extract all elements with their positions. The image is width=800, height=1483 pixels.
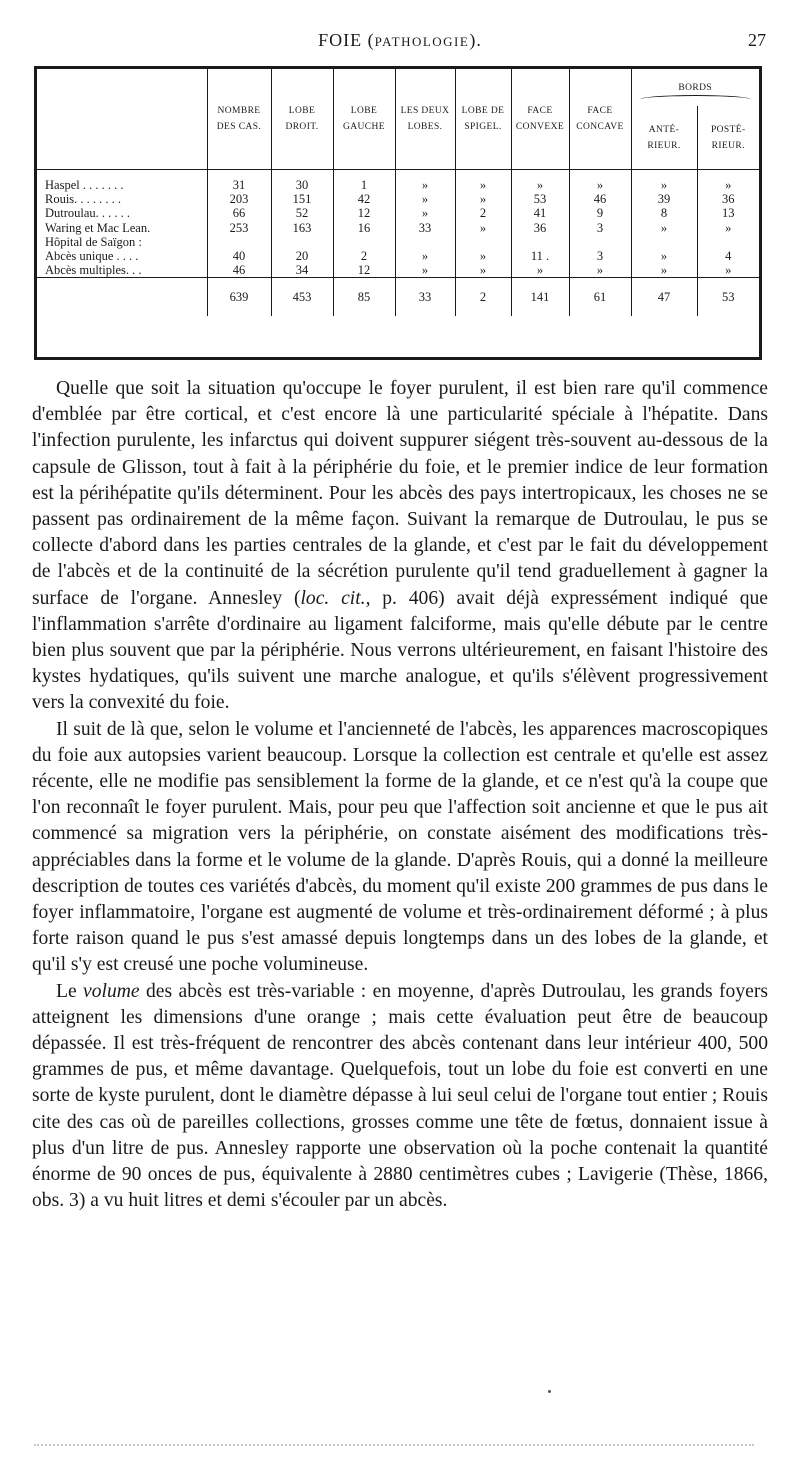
running-title: [32, 30, 768, 51]
table-cell: 41: [511, 206, 569, 220]
table-row: [37, 192, 759, 206]
spacer-cell: [569, 170, 631, 179]
row-name: Hôpital de Saïgon :: [45, 234, 142, 249]
spacer-cell: [271, 170, 333, 179]
table-cell: »: [455, 178, 511, 192]
spacer-cell: [37, 170, 207, 179]
header-lobe-gauche: LOBE GAUCHE: [333, 69, 395, 170]
spacer-cell: [207, 170, 271, 179]
table-cell: »: [697, 263, 759, 278]
total-cell: 61: [569, 278, 631, 317]
table-row: [37, 235, 759, 249]
title-main: FOIE (: [318, 30, 375, 50]
totals-row: [37, 278, 759, 317]
row-name: Rouis. . . . . . . .: [45, 192, 122, 207]
table-row: [37, 221, 759, 235]
table-cell: 46: [569, 192, 631, 206]
table-cell: »: [395, 192, 455, 206]
table-cell: »: [455, 192, 511, 206]
table-cell: 42: [333, 192, 395, 206]
body-text: [32, 376, 768, 1215]
paragraph-3-emphasis: volume: [83, 980, 140, 1002]
table-cell: 3: [569, 249, 631, 263]
table-cell: [697, 235, 759, 249]
table-spacer-row: [37, 170, 759, 179]
table-cell: »: [631, 221, 697, 235]
table-cell: 40: [207, 249, 271, 263]
header-posterieur: POSTÉ- RIEUR.: [697, 106, 759, 169]
total-cell: 85: [333, 278, 395, 317]
table-cell: 39: [631, 192, 697, 206]
total-cell: 639: [207, 278, 271, 317]
table-cell: »: [631, 249, 697, 263]
table-cell: »: [395, 178, 455, 192]
header-anterieur: ANTÉ- RIEUR.: [631, 106, 697, 169]
paragraph-2: Il suit de là que, selon le volume et l'ancienneté de l'abcès, les apparences macroscopiques du foie aux autopsies varient beaucoup. Lorsque la collection est centrale et qu'elle est assez récente, elle ne modifie pas sensiblement la forme de la glande, et ce n'est qu'à la coupe que l'on reconnaît le foyer purulent. Mais, pour peu que l'affection soit ancienne et que le pus ait commencé sa migration vers la périphérie, on constate aisément des modifications très-appréciables dans la forme et le volume de la glande. D'après Rouis, qui a donné la meilleure description de toutes ces variétés d'abcès, du moment qu'il existe 200 grammes de pus dans le foyer inflammatoire, l'organe est augmenté de volume et très-ordinairement déformé ; à plus forte raison quand le pus s'est amassé depuis longtemps dans un des lobes de la glande, et qu'il s'y est creusé une poche volumineuse.: [32, 718, 768, 976]
table-cell: 66: [207, 206, 271, 220]
table-row: [37, 206, 759, 220]
table-cell: »: [569, 263, 631, 278]
table-cell: [271, 235, 333, 249]
table-cell: 13: [697, 206, 759, 220]
table-cell: 20: [271, 249, 333, 263]
table-cell: 1: [333, 178, 395, 192]
header-face-convexe: FACE CONVEXE: [511, 69, 569, 170]
spacer-cell: [697, 170, 759, 179]
table-cell: »: [455, 249, 511, 263]
table-cell: [207, 235, 271, 249]
total-cell: 47: [631, 278, 697, 317]
statistics-table: [37, 69, 759, 316]
table-cell: 34: [271, 263, 333, 278]
title-sub: PATHOLOGIE: [374, 34, 470, 49]
paragraph-1-text: Quelle que soit la situation qu'occupe le foyer purulent, il est bien rare qu'il commence d'emblée par être cortical, et c'est encore là une particularité spéciale à l'hépatite. Dans l'infection purulente, les infarctus qui doivent suppurer siégent très-souvent au-dessous de la capsule de Glisson, tout à fait à la périphérie du foie, et le premier indice de leur formation est la périhépatite qu'ils déterminent. Pour les abcès des pays intertropicaux, les choses ne se passent pas ordinairement de la même façon. Suivant la remarque de Dutroulau, le pus se collecte d'abord dans les parties centrales de la glande, et c'est par le fait du développement de l'abcès et de la continuité de la sécrétion purulente qu'il tend graduellement à gagner la surface de l'organe. Annesley (: [32, 378, 768, 609]
table-cell: »: [395, 206, 455, 220]
total-cell: 33: [395, 278, 455, 317]
stray-mark: [548, 1390, 551, 1393]
header-lobe-droit: LOBE DROIT.: [271, 69, 333, 170]
totals-blank: [37, 278, 207, 317]
table-cell: »: [455, 221, 511, 235]
header-spigel: LOBE DE SPIGEL.: [455, 69, 511, 170]
table-cell: 52: [271, 206, 333, 220]
table-row: [37, 249, 759, 263]
total-cell: 141: [511, 278, 569, 317]
table-cell: 30: [271, 178, 333, 192]
table-cell: 163: [271, 221, 333, 235]
table-cell: 8: [631, 206, 697, 220]
table-cell: [511, 235, 569, 249]
bords-brace: [640, 95, 752, 104]
table-cell: 16: [333, 221, 395, 235]
spacer-cell: [631, 170, 697, 179]
table-cell: »: [511, 263, 569, 278]
table-cell: 203: [207, 192, 271, 206]
paragraph-1-citation: loc. cit.: [300, 587, 366, 609]
row-name: Abcès unique . . . .: [45, 249, 139, 264]
table-cell: 253: [207, 221, 271, 235]
table-cell: 2: [333, 249, 395, 263]
total-cell: 453: [271, 278, 333, 317]
row-name: Haspel . . . . . . .: [45, 178, 124, 192]
table-cell: 33: [395, 221, 455, 235]
header-bords-label: BORDS: [678, 82, 713, 93]
table-cell: 36: [511, 221, 569, 235]
table-cell: 12: [333, 263, 395, 278]
table-cell: 46: [207, 263, 271, 278]
table-cell: 2: [455, 206, 511, 220]
row-name: Abcès multiples. . .: [45, 263, 142, 278]
spacer-cell: [395, 170, 455, 179]
table-cell: »: [395, 263, 455, 278]
table-cell: 9: [569, 206, 631, 220]
table-cell: 12: [333, 206, 395, 220]
title-end: ).: [469, 30, 482, 50]
paragraph-1-end: , p. 406) avait déjà expressément indiqué que l'inflammation s'arrête d'ordinaire au ligament falciforme, mais qu'elle débute par le centre bien plus souvent que par la périphérie. Nous verrons ultérieurement, en faisant l'histoire des kystes hydatiques, qu'ils suivent une marche analogue, et qu'ils s'élèvent progressivement vers la convexité du foie.: [32, 587, 768, 714]
table-cell: »: [631, 263, 697, 278]
table-cell: [333, 235, 395, 249]
table-body: [37, 170, 759, 317]
header-deux-lobes: LES DEUX LOBES.: [395, 69, 455, 170]
table-cell: 3: [569, 221, 631, 235]
paragraph-3: [32, 979, 768, 1215]
spacer-cell: [455, 170, 511, 179]
table-cell: 4: [697, 249, 759, 263]
header-bords: [631, 69, 759, 106]
page-number: 27: [748, 30, 766, 50]
paragraph-3-end: des abcès est très-variable : en moyenne, d'après Dutroulau, les grands foyers atteignent les dimensions d'une orange ; mais cette évaluation peut être de beaucoup dépassée. Il est très-fréquent de rencontrer des abcès contenant dans leur intérieur 400, 500 grammes de pus, et même davantage. Quelquefois, tout un lobe du foie est converti en une sorte de kyste purulent, dont le diamètre dépasse à lui seul celui de l'organe tout entier ; Rouis cite des cas où de pareilles collections, grosses comme une tête de fœtus, donnaient issue à plus d'un litre de pus. Annesley rapporte une observation où la poche contenait la quantité énorme de 90 onces de pus, équivalente à 2880 centimètres cubes ; Lavigerie (Thèse, 1866, obs. 3) a vu huit litres et demi s'écouler par un abcès.: [32, 980, 768, 1212]
statistics-table-frame: [34, 66, 762, 360]
table-cell: »: [697, 178, 759, 192]
header-blank: [37, 69, 207, 170]
total-cell: 2: [455, 278, 511, 317]
table-row: [37, 263, 759, 278]
table-row: [37, 178, 759, 192]
spacer-cell: [511, 170, 569, 179]
table-cell: »: [697, 221, 759, 235]
table-cell: [455, 235, 511, 249]
table-cell: 11 .: [511, 249, 569, 263]
row-name: Waring et Mac Lean.: [45, 220, 151, 235]
table-cell: [631, 235, 697, 249]
bottom-rule: [34, 1444, 754, 1449]
table-cell: 53: [511, 192, 569, 206]
running-head: [32, 30, 768, 56]
total-cell: 53: [697, 278, 759, 317]
table-cell: »: [631, 178, 697, 192]
header-nombre: NOMBRE DES CAS.: [207, 69, 271, 170]
paragraph-3-start: Le: [56, 980, 84, 1002]
table-cell: 36: [697, 192, 759, 206]
table-cell: »: [395, 249, 455, 263]
spacer-cell: [333, 170, 395, 179]
table-cell: 31: [207, 178, 271, 192]
table-cell: [569, 235, 631, 249]
table-cell: [395, 235, 455, 249]
table-cell: »: [455, 263, 511, 278]
row-name: Dutroulau. . . . . .: [45, 206, 131, 221]
paragraph-1: [32, 376, 768, 717]
table-cell: »: [511, 178, 569, 192]
table-cell: »: [569, 178, 631, 192]
header-face-concave: FACE CONCAVE: [569, 69, 631, 170]
table-cell: 151: [271, 192, 333, 206]
